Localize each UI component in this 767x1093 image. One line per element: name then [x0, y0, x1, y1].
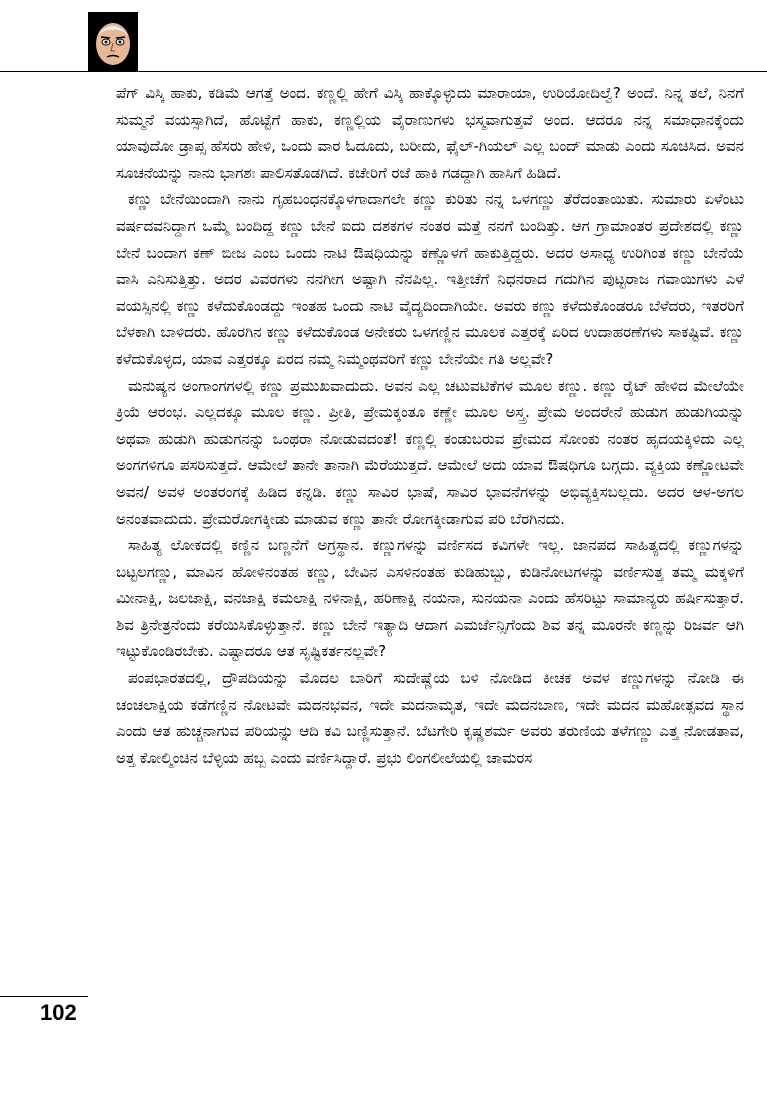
footer-rule: [0, 996, 88, 997]
paragraph: ಸಾಹಿತ್ಯ ಲೋಕದಲ್ಲಿ ಕಣ್ಣಿನ ಬಣ್ಣನೆಗೆ ಅಗ್ರಸ್ಥಾನ. ಕಣ್ಣುಗಳನ್ನು ವರ್ಣಿಸದ ಕವಿಗಳೇ ಇಲ್ಲ. ಜಾನಪದ ಸಾಹಿತ್ಯದಲ್ಲಿ ಕಣ್ಣುಗಳನ್ನು ಬಟ್ಟಲಗಣ್ಣು, ಮಾವಿನ ಹೋಳಿನಂತಹ ಕಣ್ಣು, ಬೇವಿನ ಎಸಳಿನಂತಹ ಕುಡಿಹುಬ್ಬು, ಕುಡಿನೋಟಗಳನ್ನು ವರ್ಣಿಸುತ್ತ ತಮ್ಮ ಮಕ್ಕಳಿಗೆ ಮೀನಾಕ್ಷಿ, ಜಲಜಾಕ್ಷಿ, ವನಜಾಕ್ಷಿ ಕಮಲಾಕ್ಷಿ ನಳಿನಾಕ್ಷಿ, ಹರಿಣಾಕ್ಷಿ ನಯನಾ, ಸುನಯನಾ ಎಂದು ಹೆಸರಿಟ್ಟು ಸಾಮಾನ್ಯರು ಹರ್ಷಿಸುತ್ತಾರೆ. ಶಿವ ತ್ರಿನೇತ್ರನೆಂದು ಕರೆಯಿಸಿಕೊಳ್ಳುತ್ತಾನೆ. ಕಣ್ಣು ಬೇನೆ ಇತ್ಯಾದಿ ಆದಾಗ ಎಮರ್ಜೆನ್ಸಿಗೆಂದು ಶಿವ ತನ್ನ ಮೂರನೇ ಕಣ್ಣನ್ನು ರಿಜರ್ವ ಆಗಿ ಇಟ್ಟುಕೊಂಡಿರಬೇಕು. ಎಷ್ಟಾದರೂ ಆತ ಸೃಷ್ಟಿಕರ್ತನಲ್ಲವೇ?: [116, 536, 744, 661]
paragraph: ಪೆಗ್ ವಿಸ್ಕಿ ಹಾಕು, ಕಡಿಮೆ ಆಗತ್ತೆ ಅಂದ. ಕಣ್ಣಲ್ಲಿ ಹೇಗೆ ವಿಸ್ಕಿ ಹಾಕ್ಕೊಳ್ಳುದು ಮಾರಾಯಾ, ಉರಿಯೋದಿಲ್ವೆ? ಅಂದೆ. ನಿನ್ನ ತಲೆ, ನಿನಗೆ ಸುಮ್ಮನೆ ವಯಸ್ಸಾಗಿದೆ, ಹೊಟ್ಟೆಗೆ ಹಾಕು, ಕಣ್ಣಲ್ಲಿಯ ವೈರಾಣುಗಳು ಭಸ್ಮವಾಗುತ್ತವೆ ಅಂದ. ಆದರೂ ನನ್ನ ಸಮಾಧಾನಕ್ಕೆಂದು ಯಾವುದೋ ಡ್ರಾಪ್ಸ ಹೆಸರು ಹೇಳಿ, ಒಂದು ವಾರ ಓದೂದು, ಬರೀದು, ಫೈಲ್-ಗಿಯಲ್ ಎಲ್ಲ ಬಂದ್ ಮಾಡು ಎಂದು ಸೂಚಿಸಿದ. ಅವನ ಸೂಚನೆಯನ್ನು ನಾನು ಭಾಗಶಃ ಪಾಲಿಸತೊಡಗಿದೆ. ಕಚೇರಿಗೆ ರಜೆ ಹಾಕಿ ಗಡದ್ದಾಗಿ ಹಾಸಿಗೆ ಹಿಡಿದೆ.: [116, 84, 744, 182]
page-number: 102: [40, 1000, 77, 1025]
header-rule: [0, 71, 767, 72]
body-text: [116, 80, 744, 771]
paragraph: ಪಂಪಭಾರತದಲ್ಲಿ, ದ್ರೌಪದಿಯನ್ನು ಮೊದಲ ಬಾರಿಗೆ ಸುದೇಷ್ಣೆಯ ಬಳಿ ನೋಡಿದ ಕೀಚಕ ಅವಳ ಕಣ್ಣುಗಳನ್ನು ನೋಡಿ ಈ ಚಂಚಲಾಕ್ಷಿಯ ಕಡೆಗಣ್ಣಿನ ನೋಟವೇ ಮದನಭವನ, ಇದೇ ಮದನಾಮೃತ, ಇದೇ ಮದನಬಾಣ, ಇದೇ ಮದನ ಮಹೋತ್ಸವದ ಸ್ಥಾನ ಎಂದು ಆತ ಹುಚ್ಚನಾಗುವ ಪರಿಯನ್ನು ಆದಿ ಕವಿ ಬಣ್ಣಿಸುತ್ತಾನೆ. ಬೆಟಗೇರಿ ಕೃಷ್ಣಶರ್ಮ ಅವರು ತರುಣಿಯ ತಳೆಗಣ್ಣು ಎತ್ತ ನೋಡತಾವ, ಅತ್ತ ಕೋಲ್ಮಿಂಚಿನ ಬೆಳ್ಳಿಯ ಹಬ್ಬ ಎಂದು ವರ್ಣಿಸಿದ್ದಾರೆ. ಪ್ರಭು ಲಿಂಗಲೀಲೆಯಲ್ಲಿ ಚಾಮರಸ: [116, 669, 744, 767]
paragraph: ಮನುಷ್ಯನ ಅಂಗಾಂಗಗಳಲ್ಲಿ ಕಣ್ಣು ಪ್ರಮುಖವಾದುದು. ಅವನ ಎಲ್ಲ ಚಟುವಟಿಕೆಗಳ ಮೂಲ ಕಣ್ಣು. ಕಣ್ಣು ರೈಟ್ ಹೇಳಿದ ಮೇಲೆಯೇ ಕ್ರಿಯೆ ಆರಂಭ. ಎಲ್ಲದಕ್ಕೂ ಮೂಲ ಕಣ್ಣು. ಪ್ರೀತಿ, ಪ್ರೇಮಕ್ಕಂತೂ ಕಣ್ಣೇ ಮೂಲ ಅಸ್ತ್ರ. ಪ್ರೇಮ ಅಂದರೇನೆ ಹುಡುಗ ಹುಡುಗಿಯನ್ನು ಅಥವಾ ಹುಡುಗಿ ಹುಡುಗನನ್ನು ಒಂಥರಾ ನೋಡುವದಂತೆ! ಕಣ್ಣಲ್ಲಿ ಕಂಡುಬರುವ ಪ್ರೇಮದ ಸೋಂಕು ನಂತರ ಹೃದಯಕ್ಕಿಳಿದು ಎಲ್ಲ ಅಂಗಗಳಿಗೂ ಪಸರಿಸುತ್ತದೆ. ಆಮೇಲೆ ತಾನೇ ತಾನಾಗಿ ಮೆರೆಯುತ್ತದೆ. ಆಮೇಲೆ ಅದು ಯಾವ ಔಷಧಿಗೂ ಬಗ್ಗದು. ವ್ಯಕ್ತಿಯ ಕಣ್ಣೋಟವೇ ಅವನ/ ಅವಳ ಅಂತರಂಗಕ್ಕೆ ಹಿಡಿದ ಕನ್ನಡಿ. ಕಣ್ಣು ಸಾವಿರ ಭಾಷೆ, ಸಾವಿರ ಭಾವನೆಗಳನ್ನು ಅಭಿವ್ಯಕ್ತಿಸಬಲ್ಲದು. ಅದರ ಆಳ-ಅಗಲ ಅನಂತವಾದುದು. ಪ್ರೇಮರೋಗಕ್ಕೀಡು ಮಾಡುವ ಕಣ್ಣು ತಾನೇ ರೋಗಕ್ಕೀಡಾಗುವ ಪರಿ ಬೆರಗಿನದು.: [116, 376, 744, 528]
face-portrait-icon: [88, 12, 138, 72]
paragraph: ಕಣ್ಣು ಬೇನೆಯಿಂದಾಗಿ ನಾನು ಗೃಹಬಂಧನಕ್ಕೊಳಗಾದಾಗಲೇ ಕಣ್ಣು ಕುರಿತು ನನ್ನ ಒಳಗಣ್ಣು ತೆರೆದಂತಾಯಿತು. ಸುಮಾರು ಏಳೆಂಟು ವರ್ಷದವನಿದ್ದಾಗ ಒಮ್ಮೆ ಬಂದಿದ್ದ ಕಣ್ಣು ಬೇನೆ ಐದು ದಶಕಗಳ ನಂತರ ಮತ್ತೆ ನನಗೆ ಬಂದಿತ್ತು. ಆಗ ಗ್ರಾಮಾಂತರ ಪ್ರದೇಶದಲ್ಲಿ ಕಣ್ಣು ಬೇನೆ ಬಂದಾಗ ಕಣ್ ಬೀಜ ಎಂಬ ಒಂದು ನಾಟಿ ಔಷಧಿಯನ್ನು ಕಣ್ಣೊಳಗೆ ಹಾಕುತ್ತಿದ್ದರು. ಅದರ ಅಸಾಧ್ಯ ಉರಿಗಿಂತ ಕಣ್ಣು ಬೇನೆಯೆ ವಾಸಿ ಎನಿಸುತ್ತಿತ್ತು. ಅದರ ವಿವರಗಳು ನನಗೀಗ ಅಷ್ಟಾಗಿ ನೆನಪಿಲ್ಲ. ಇತ್ತೀಚೆಗೆ ನಿಧನರಾದ ಗದುಗಿನ ಪುಟ್ಟರಾಜ ಗವಾಯಿಗಳು ಎಳೆ ವಯಸ್ಸಿನಲ್ಲಿ ಕಣ್ಣು ಕಳೆದುಕೊಂಡದ್ದು ಇಂತಹ ಒಂದು ನಾಟಿ ವೈದ್ಯದಿಂದಾಗಿಯೇ. ಅವರು ಕಣ್ಣು ಕಳೆದುಕೊಂಡರೂ ಬೆಳೆದರು, ಇತರರಿಗೆ ಬೆಳಕಾಗಿ ಬಾಳಿದರು. ಹೊರಗಿನ ಕಣ್ಣು ಕಳೆದುಕೊಂಡ ಅನೇಕರು ಒಳಗಣ್ಣಿನ ಮೂಲಕ ಎತ್ತರಕ್ಕೆ ಏರಿದ ಉದಾಹರಣೆಗಳು ಸಾಕಷ್ಟಿವೆ. ಕಣ್ಣು ಕಳೆದುಕೊಳ್ಳದ, ಯಾವ ಎತ್ತರಕ್ಕೂ ಏರದ ನಮ್ಮ ನಿಮ್ಮಂಥವರಿಗೆ ಕಣ್ಣು ಬೇನೆಯೇ ಗತಿ ಅಲ್ಲವೇ?: [116, 190, 744, 368]
